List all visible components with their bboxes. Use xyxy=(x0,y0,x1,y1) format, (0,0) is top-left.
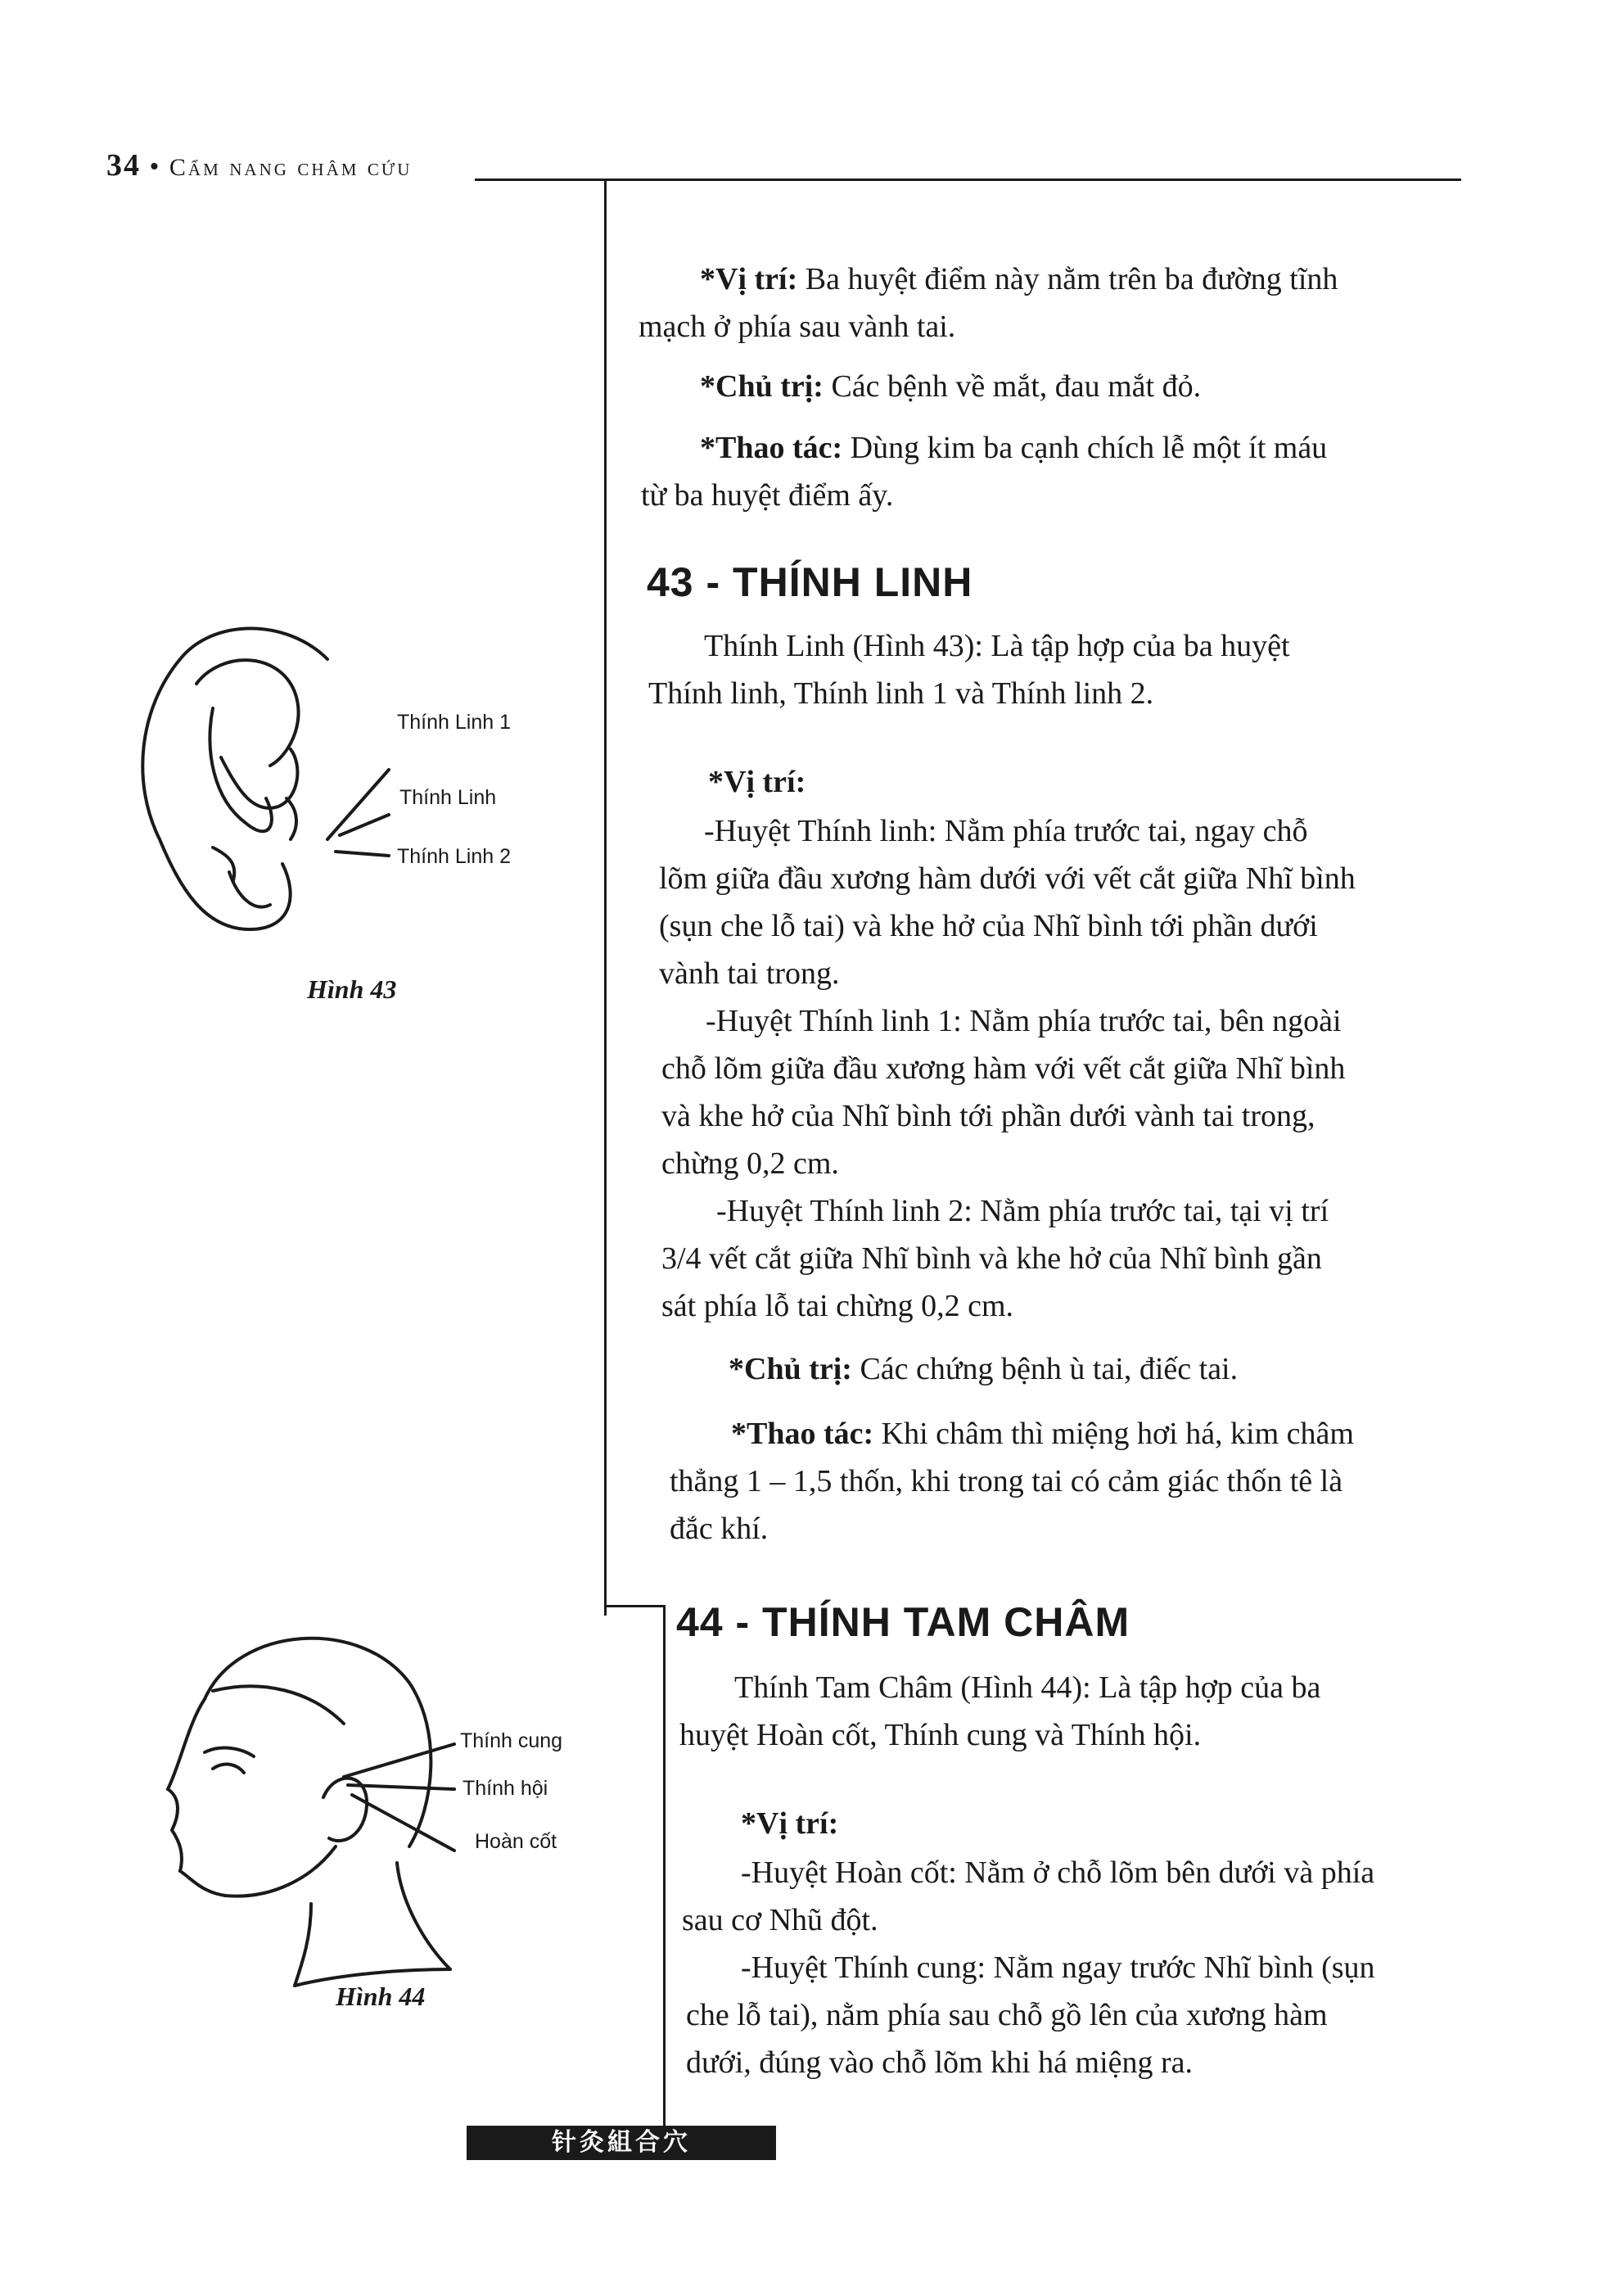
eye xyxy=(213,1765,244,1773)
chu-tri-text: Các bệnh về mắt, đau mắt đỏ. xyxy=(823,369,1202,404)
location-line: -Huyệt Thính cung: Nằm ngay trước Nhĩ bình (sụn xyxy=(741,1950,1375,1985)
location-line: -Huyệt Hoàn cốt: Nằm ở chỗ lõm bên dưới và phía xyxy=(741,1855,1375,1890)
chu-tri-label: *Chủ trị: xyxy=(729,1352,852,1386)
location-line: sát phía lỗ tai chừng 0,2 cm. xyxy=(661,1289,1014,1323)
vi-tri-label: *Vị trí: xyxy=(741,1806,839,1841)
location-line: chỗ lõm giữa đầu xương hàm với vết cắt giữa Nhĩ bình xyxy=(661,1051,1346,1086)
location-line: 3/4 vết cắt giữa Nhĩ bình và khe hở của Nhĩ bình gần xyxy=(661,1241,1322,1276)
section-43-intro-cont: Thính linh, Thính linh 1 và Thính linh 2. xyxy=(648,676,1154,711)
section-43-chu-tri xyxy=(729,1345,1238,1393)
antihelix xyxy=(210,708,271,831)
neck-front xyxy=(295,1904,311,1986)
location-line: lõm giữa đầu xương hàm dưới với vết cắt giữa Nhĩ bình xyxy=(659,861,1356,896)
intro-thao-tac xyxy=(700,424,1327,472)
running-header xyxy=(106,147,412,183)
column-divider xyxy=(604,179,607,1616)
location-line: -Huyệt Thính linh 1: Nằm phía trước tai, bên ngoài xyxy=(706,1004,1342,1038)
label-thinh-linh: Thính Linh xyxy=(399,786,497,809)
section-43-intro: Thính Linh (Hình 43): Là tập hợp của ba huyệt xyxy=(704,629,1290,663)
brow xyxy=(205,1748,254,1756)
location-line: chừng 0,2 cm. xyxy=(661,1146,839,1181)
tragus xyxy=(287,798,296,839)
label-thinh-linh-2: Thính Linh 2 xyxy=(397,845,511,868)
thao-tac-label: *Thao tác: xyxy=(700,431,843,465)
neck-back xyxy=(397,1863,450,1969)
bullet-dot: • xyxy=(149,151,169,182)
page-number: 34 xyxy=(106,148,141,183)
section-44-intro: Thính Tam Châm (Hình 44): Là tập hợp của ba xyxy=(734,1670,1321,1705)
forehead-face xyxy=(168,1699,225,1896)
hairline xyxy=(213,1686,344,1724)
location-line: che lỗ tai), nằm phía sau chỗ gồ lên của xương hàm xyxy=(686,1998,1328,2032)
section-43-thao-tac-cont2: đắc khí. xyxy=(670,1512,769,1546)
location-line: vành tai trong. xyxy=(659,956,840,991)
label-thinh-cung: Thính cung xyxy=(460,1729,563,1752)
section-43-thao-tac xyxy=(731,1410,1354,1458)
column-divider-lower xyxy=(663,1605,666,2129)
label-hoan-cot: Hoàn cốt xyxy=(475,1830,557,1853)
section-43-vi-tri xyxy=(708,758,806,806)
thao-tac-text: Khi châm thì miệng hơi há, kim châm xyxy=(873,1417,1354,1451)
section-44-heading: 44 - THÍNH TAM CHÂM xyxy=(676,1599,1130,1645)
location-line: -Huyệt Thính linh 2: Nằm phía trước tai, tại vị trí xyxy=(716,1194,1329,1228)
location-line: (sụn che lỗ tai) và khe hở của Nhĩ bình tới phần dưới xyxy=(659,909,1318,943)
chu-tri-label: *Chủ trị: xyxy=(700,369,824,404)
location-line: sau cơ Nhũ đột. xyxy=(682,1903,878,1937)
header-rule xyxy=(475,179,1461,181)
thao-tac-text: Dùng kim ba cạnh chích lễ một ít máu xyxy=(842,431,1328,465)
chu-tri-text: Các chứng bệnh ù tai, điếc tai. xyxy=(851,1352,1239,1386)
label-thinh-hoi: Thính hội xyxy=(463,1777,548,1800)
label-thinh-linh-1: Thính Linh 1 xyxy=(397,711,511,734)
intro-chu-tri xyxy=(700,363,1201,410)
intro-vi-tri xyxy=(700,255,1338,303)
vi-tri-label: *Vị trí: xyxy=(708,765,806,799)
location-line: dưới, đúng vào chỗ lõm khi há miệng ra. xyxy=(686,2045,1194,2080)
section-43-thao-tac-cont: thẳng 1 – 1,5 thốn, khi trong tai có cảm giác thốn tê là xyxy=(670,1464,1343,1498)
section-43-heading: 43 - THÍNH LINH xyxy=(647,559,973,605)
section-44-vi-tri xyxy=(741,1800,838,1847)
location-line: -Huyệt Thính linh: Nằm phía trước tai, ngay chỗ xyxy=(704,814,1308,848)
vi-tri-label: *Vị trí: xyxy=(700,262,798,296)
jaw xyxy=(225,1846,336,1896)
column-divider-step xyxy=(604,1605,666,1607)
book-title: Cẩm nang châm cứu xyxy=(169,154,413,181)
location-line: và khe hở của Nhĩ bình tới phần dưới vành tai trong, xyxy=(661,1099,1315,1133)
figure-43-caption: Hình 43 xyxy=(307,974,397,1004)
ear-pointer-lines xyxy=(311,737,401,868)
intro-vi-tri-cont: mạch ở phía sau vành tai. xyxy=(639,310,956,344)
intro-thao-tac-cont: từ ba huyệt điểm ấy. xyxy=(641,478,894,513)
head-pointer-lines xyxy=(336,1728,467,1867)
thao-tac-label: *Thao tác: xyxy=(731,1417,874,1451)
figure-44-caption: Hình 44 xyxy=(336,1982,426,2011)
vi-tri-text: Ba huyệt điểm này nằm trên ba đường tĩnh xyxy=(797,262,1338,296)
footer-chinese-title: 针灸組合穴 xyxy=(467,2126,776,2160)
section-44-intro-cont: huyệt Hoàn cốt, Thính cung và Thính hội. xyxy=(679,1718,1202,1752)
